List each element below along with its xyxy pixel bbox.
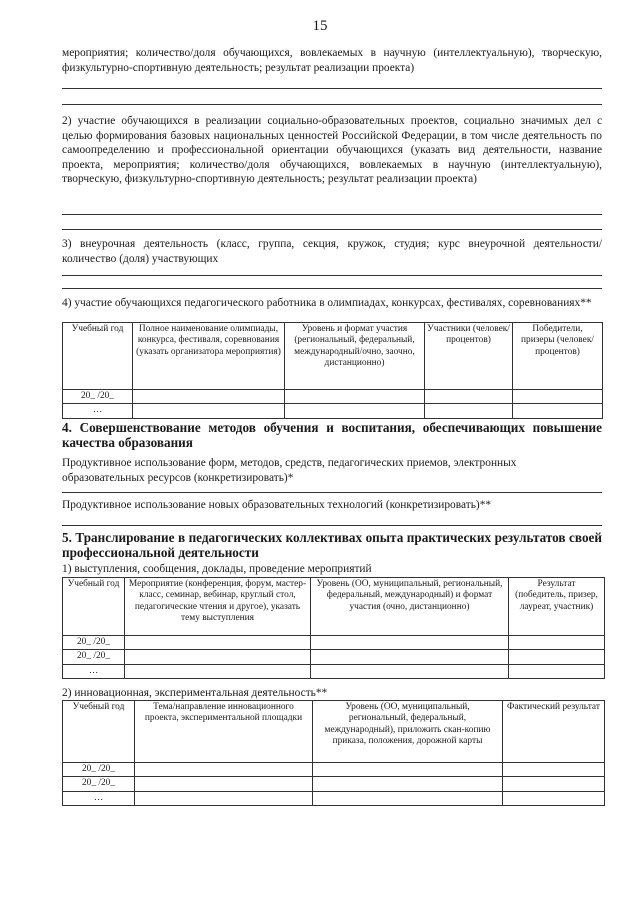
table-cell[interactable] [135,791,313,805]
table-header: Результат (победитель, призер, лауреат, участник) [509,578,605,636]
table-cell[interactable] [125,650,311,664]
table-cell[interactable] [125,664,311,678]
table-header: Учебный год [63,701,135,763]
table-cell[interactable] [503,763,605,777]
section-5-sub-2: 2) инновационная, экспериментальная деятельность** [62,687,328,699]
table-header: Уровень (ОО, муниципальный, региональный, федеральный, международный) и формат участия (очно, дистанционно) [311,578,509,636]
fill-line [62,88,602,89]
table-cell[interactable] [311,650,509,664]
section-5-sub-1: 1) выступления, сообщения, доклады, проведение мероприятий [62,563,372,575]
fill-line [62,525,602,526]
table-cell[interactable] [313,763,503,777]
table-cell[interactable] [503,777,605,791]
table-cell[interactable] [425,390,513,404]
table-row-ellipsis: … [63,664,125,678]
table-cell[interactable] [133,404,285,418]
olympiad-table [62,322,603,419]
innovation-table [62,700,605,806]
fill-line [62,492,602,493]
paragraph-item-2: 2) участие обучающихся в реализации социально-образовательных проектов, социально значимых дел с целью формирования базовых национальных ценностей Российской Федерации, в том числе деятельность по самоопределению и профессиональной ориентации обучающихся (указать вид деятельности, название проекта, мероприятия; количество/доля обучающихся, вовлекаемых в научную (интеллектуальную), творческую, физкультурно-спортивную деятельность; результат реализации проекта) [62,115,602,185]
page-number: 15 [312,18,328,34]
table-cell[interactable] [425,404,513,418]
table-cell[interactable] [513,404,603,418]
table-header: Тема/направление инновационного проекта, экспериментальной площадки [135,701,313,763]
table-cell[interactable] [135,777,313,791]
table-cell[interactable] [313,791,503,805]
table-cell[interactable] [285,404,425,418]
table-row-year: 20_ /20_ [63,390,133,404]
table-header: Победители, призеры (человек/ процентов) [513,323,603,390]
table-row-year: 20_ /20_ [63,763,135,777]
table-row-year: 20_ /20_ [63,650,125,664]
fill-line [62,104,602,105]
table-header: Уровень и формат участия (региональный, федеральный, международный/очно, заочно, дистанционно) [285,323,425,390]
table-cell[interactable] [125,636,311,650]
table-cell[interactable] [513,390,603,404]
table-header: Учебный год [63,323,133,390]
fill-line [62,229,602,230]
table-header: Фактический результат [503,701,605,763]
table-header: Учебный год [63,578,125,636]
section-4-line-2: Продуктивное использование новых образовательных технологий (конкретизировать)** [62,499,492,511]
table-cell[interactable] [509,650,605,664]
table-row-ellipsis: … [63,791,135,805]
table-cell[interactable] [313,777,503,791]
table-row-year: 20_ /20_ [63,777,135,791]
table-cell[interactable] [285,390,425,404]
table-header: Участники (человек/ процентов) [425,323,513,390]
table-cell[interactable] [135,763,313,777]
table-row-year: 20_ /20_ [63,636,125,650]
fill-line [62,275,602,276]
paragraph-continuation: мероприятия; количество/доля обучающихся, вовлекаемых в научную (интеллектуальную), творческую, физкультурно-спортивную деятельность; результат реализации проекта) [62,47,602,74]
section-4-heading: 4. Совершенствование методов обучения и воспитания, обеспечивающих повышение качества образования [62,420,602,450]
table-row-ellipsis: … [63,404,133,418]
table-cell[interactable] [503,791,605,805]
table-header: Уровень (ОО, муниципальный, региональный, федеральный, международный), приложить скан-копию приказа, положения, дорожной карты [313,701,503,763]
table-cell[interactable] [311,636,509,650]
events-table [62,577,605,679]
table-cell[interactable] [311,664,509,678]
table-header: Полное наименование олимпиады, конкурса, фестиваля, соревнования (указать организатора мероприятия) [133,323,285,390]
table-cell[interactable] [133,390,285,404]
section-4-line-1: Продуктивное использование форм, методов, средств, педагогических приемов, электронных образовательных ресурсов (конкретизировать)* [62,457,517,484]
fill-line [62,288,602,289]
table-header: Мероприятие (конференция, форум, мастер-класс, семинар, вебинар, круглый стол, педагогические чтения и другое), указать тему выступления [125,578,311,636]
table-cell[interactable] [509,664,605,678]
paragraph-item-3: 3) внеурочная деятельность (класс, группа, секция, кружок, студия; курс внеурочной деятельности/ количество (доля) участвующих [62,238,602,265]
table-cell[interactable] [509,636,605,650]
fill-line [62,214,602,215]
section-5-heading: 5. Транслирование в педагогических коллективах опыта практических результатов своей профессиональной деятельности [62,530,602,560]
paragraph-item-4: 4) участие обучающихся педагогического работника в олимпиадах, конкурсах, фестивалях, соревнованиях** [62,297,592,309]
